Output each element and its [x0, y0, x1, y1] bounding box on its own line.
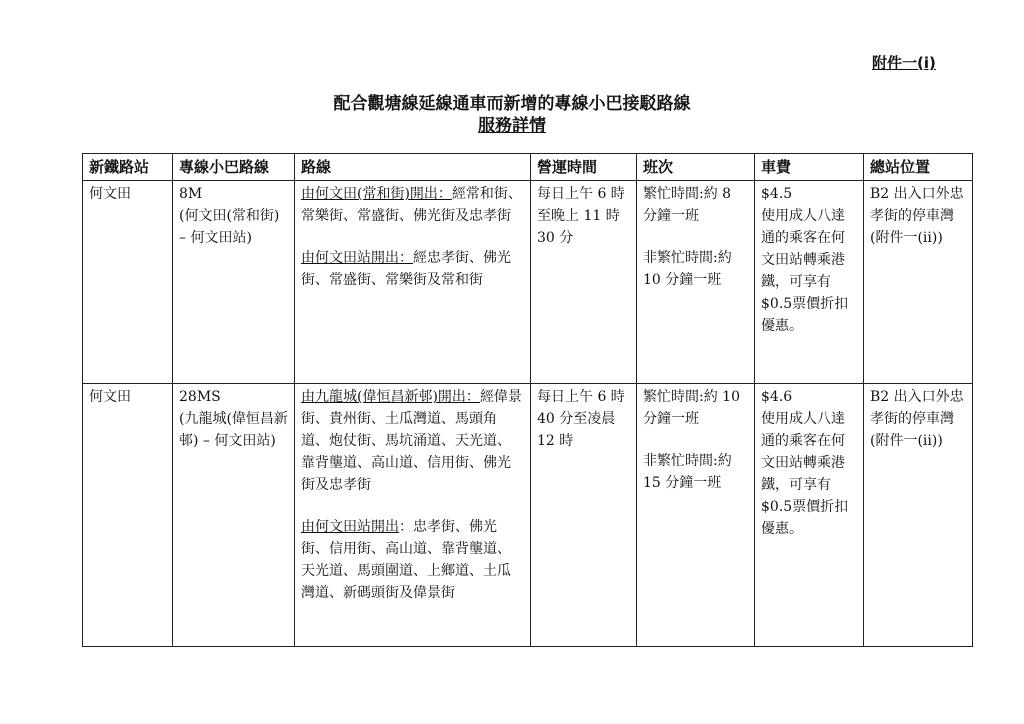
- document-title: 配合觀塘線延線通車而新增的專線小巴接駁路線: [333, 94, 691, 114]
- inbound-label: 由何文田站開出：: [301, 250, 413, 266]
- terminus-cell: B2 出入口外忠孝街的停車灣(附件一(ii)): [864, 181, 973, 384]
- document-subtitle: 服務詳情: [478, 116, 546, 136]
- terminus-cell: B2 出入口外忠孝街的停車灣(附件一(ii)): [864, 384, 973, 647]
- header-station: 新鐵路站: [83, 154, 173, 181]
- header-route-number: 專線小巴路線: [173, 154, 295, 181]
- station-cell: 何文田: [83, 181, 173, 384]
- route-path-cell: [295, 181, 531, 384]
- inbound-label: 由何文田站開出: [301, 519, 399, 535]
- route-endpoints: (何文田(常和街) – 何文田站): [179, 208, 280, 246]
- outbound-path: 經偉景街、貴州街、土瓜灣道、馬頭角道、炮仗街、馬坑涌道、天光道、靠背壟道、高山道、信用街、佛光街及忠孝街: [301, 389, 522, 493]
- route-number-cell: [173, 384, 295, 647]
- routes-table: [82, 153, 973, 647]
- fare-amount: $4.5: [761, 186, 793, 202]
- route-endpoints: (九龍城(偉恒昌新邨) – 何文田站): [179, 411, 288, 449]
- inbound-path: ：忠孝街、佛光街、信用街、高山道、靠背壟道、天光道、馬頭圍道、上鄉道、土瓜灣道、新碼頭街及偉景街: [301, 519, 511, 601]
- fare-discount-note: 使用成人八達通的乘客在何文田站轉乘港鐵，可享有$0.5票價折扣優惠。: [761, 411, 849, 537]
- header-hours: 營運時間: [531, 154, 637, 181]
- station-cell: 何文田: [83, 384, 173, 647]
- fare-cell: [755, 181, 864, 384]
- header-fare: 車費: [755, 154, 864, 181]
- table-header-row: [83, 154, 973, 181]
- offpeak-frequency: 非繁忙時間:約 10 分鐘一班: [643, 250, 732, 288]
- fare-amount: $4.6: [761, 389, 793, 405]
- hours-cell: 每日上午 6 時至晚上 11 時 30 分: [531, 181, 637, 384]
- outbound-path: 經常和街、常樂街、常盛街、佛光街及忠孝街: [301, 186, 522, 224]
- outbound-label: 由何文田(常和街)開出：: [301, 186, 452, 202]
- table-row: [83, 181, 973, 384]
- offpeak-frequency: 非繁忙時間:約 15 分鐘一班: [643, 453, 732, 491]
- header-route-path: 路線: [295, 154, 531, 181]
- peak-frequency: 繁忙時間:約 10 分鐘一班: [643, 389, 740, 427]
- route-number: 8M: [179, 186, 203, 202]
- fare-cell: [755, 384, 864, 647]
- route-number-cell: [173, 181, 295, 384]
- inbound-path: 經忠孝街、佛光街、常盛街、常樂街及常和街: [301, 250, 511, 288]
- route-path-cell: [295, 384, 531, 647]
- header-frequency: 班次: [637, 154, 755, 181]
- hours-cell: 每日上午 6 時 40 分至凌晨 12 時: [531, 384, 637, 647]
- outbound-label: 由九龍城(偉恒昌新邨)開出：: [301, 389, 480, 405]
- fare-discount-note: 使用成人八達通的乘客在何文田站轉乘港鐵，可享有$0.5票價折扣優惠。: [761, 208, 849, 334]
- route-number: 28MS: [179, 389, 221, 405]
- header-terminus: 總站位置: [864, 154, 973, 181]
- annex-label: 附件一(i): [872, 54, 936, 72]
- frequency-cell: [637, 181, 755, 384]
- frequency-cell: [637, 384, 755, 647]
- table-row: [83, 384, 973, 647]
- peak-frequency: 繁忙時間:約 8 分鐘一班: [643, 186, 732, 224]
